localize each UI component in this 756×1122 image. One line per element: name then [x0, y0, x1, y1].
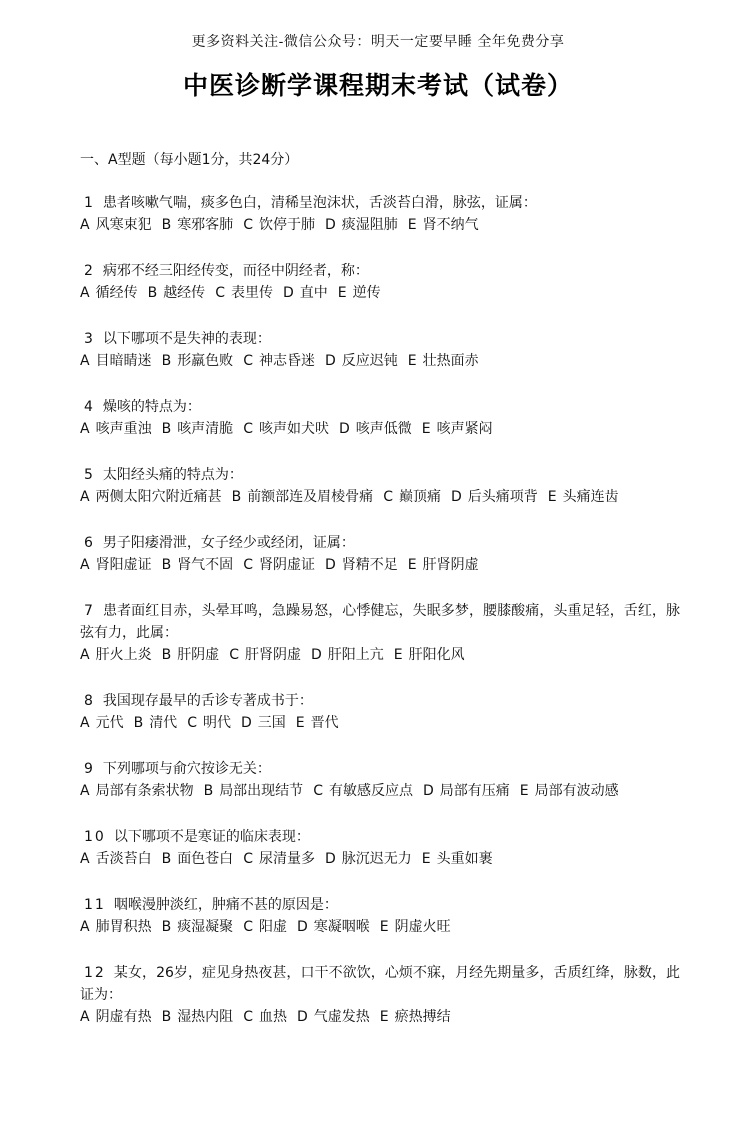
question-text: 以下哪项不是寒证的临床表现：: [113, 829, 310, 845]
option-letter: A: [80, 647, 90, 663]
option-letter: D: [324, 217, 336, 233]
option-letter: C: [243, 353, 253, 369]
option-item: [162, 353, 234, 369]
option-list: [80, 554, 680, 576]
question-text: 患者面红目赤，头晕耳鸣，急躁易怒，心悸健忘，失眠多梦，腰膝酸痛，头重足轻，舌红，脉弦有力，此属：: [80, 603, 680, 641]
question-item: [80, 758, 680, 802]
option-letter: C: [243, 851, 253, 867]
option-item: [325, 353, 398, 369]
option-list: [80, 282, 680, 304]
option-letter: B: [161, 353, 172, 369]
question-stem: [80, 894, 680, 916]
option-item: [204, 783, 304, 799]
option-text: 形羸色败: [177, 353, 234, 369]
option-text: 瘀热搏结: [394, 1009, 451, 1025]
option-letter: A: [80, 557, 90, 573]
option-letter: C: [187, 715, 197, 731]
question-number: 9: [84, 761, 95, 777]
option-item: [339, 421, 412, 437]
question-number: 10: [84, 829, 106, 845]
option-item: [162, 851, 234, 867]
option-letter: B: [161, 919, 172, 935]
option-text: 晋代: [310, 715, 339, 731]
option-letter: C: [243, 217, 253, 233]
option-letter: E: [547, 489, 557, 505]
option-item: [243, 919, 287, 935]
page-title: 中医诊断学课程期末考试（试卷）: [182, 71, 573, 100]
question-item: [80, 826, 680, 870]
option-letter: D: [450, 489, 462, 505]
question-number: 11: [84, 897, 106, 913]
question-item: [80, 192, 680, 236]
question-stem: [80, 600, 680, 644]
option-item: [296, 715, 339, 731]
option-text: 有敏感反应点: [328, 783, 413, 799]
question-text: 某女，26岁，症见身热夜甚，口干不欲饮，心烦不寐，月经先期量多，舌质红绛，脉数，此证为：: [80, 965, 680, 1003]
option-item: [80, 1009, 152, 1025]
option-letter: A: [80, 353, 90, 369]
option-letter: B: [231, 489, 242, 505]
option-text: 肝阴虚: [177, 647, 220, 663]
option-list: [80, 780, 680, 802]
option-item: [162, 647, 220, 663]
option-text: 头重如裹: [436, 851, 493, 867]
option-item: [80, 489, 222, 505]
option-letter: E: [407, 557, 417, 573]
option-text: 阳虚: [258, 919, 287, 935]
option-item: [215, 285, 273, 301]
option-letter: E: [337, 285, 347, 301]
question-number: 7: [84, 603, 95, 619]
option-item: [380, 1009, 451, 1025]
option-text: 后头痛项背: [467, 489, 538, 505]
question-item: [80, 396, 680, 440]
question-text: 咽喉漫肿淡红，肿痛不甚的原因是：: [113, 897, 338, 913]
option-item: [297, 919, 370, 935]
option-item: [408, 557, 479, 573]
question-item: [80, 532, 680, 576]
option-text: 直中: [299, 285, 328, 301]
option-letter: E: [421, 421, 431, 437]
option-text: 巅顶痛: [398, 489, 441, 505]
option-letter: A: [80, 851, 90, 867]
question-stem: [80, 260, 680, 282]
option-text: 咳声清脆: [177, 421, 234, 437]
option-letter: A: [80, 217, 90, 233]
question-list: [80, 192, 680, 1028]
question-number: 8: [84, 693, 95, 709]
option-text: 清代: [149, 715, 178, 731]
question-item: [80, 962, 680, 1028]
question-text: 我国现存最早的舌诊专著成书于：: [102, 693, 313, 709]
option-letter: B: [161, 421, 172, 437]
option-text: 壮热面赤: [422, 353, 479, 369]
option-text: 痰湿凝聚: [177, 919, 234, 935]
option-text: 局部出现结节: [219, 783, 304, 799]
option-item: [423, 783, 510, 799]
option-letter: B: [161, 557, 172, 573]
question-text: 患者咳嗽气喘，痰多色白，清稀呈泡沫状，舌淡苔白滑，脉弦，证属：: [102, 195, 537, 211]
option-text: 痰湿阻肺: [341, 217, 398, 233]
option-item: [162, 217, 234, 233]
option-letter: C: [243, 919, 253, 935]
question-text: 燥咳的特点为：: [102, 399, 201, 415]
option-list: [80, 712, 680, 734]
option-letter: D: [422, 783, 434, 799]
option-item: [325, 217, 398, 233]
option-text: 脉沉迟无力: [341, 851, 412, 867]
option-item: [229, 647, 301, 663]
option-item: [243, 353, 315, 369]
option-letter: A: [80, 285, 90, 301]
option-text: 两侧太阳穴附近痛甚: [95, 489, 222, 505]
question-item: [80, 328, 680, 372]
option-text: 越经传: [163, 285, 206, 301]
option-item: [380, 919, 451, 935]
option-letter: D: [240, 715, 252, 731]
option-text: 三国: [257, 715, 286, 731]
exam-content: [80, 150, 680, 1052]
option-text: 阴虚火旺: [394, 919, 451, 935]
question-stem: [80, 532, 680, 554]
question-text: 以下哪项不是失神的表现：: [102, 331, 271, 347]
option-list: [80, 1006, 680, 1028]
option-item: [80, 783, 194, 799]
option-letter: D: [324, 353, 336, 369]
question-item: [80, 690, 680, 734]
option-text: 肝阳化风: [408, 647, 465, 663]
question-text: 下列哪项与俞穴按诊无关：: [102, 761, 271, 777]
option-item: [80, 217, 152, 233]
question-number: 1: [84, 195, 95, 211]
option-item: [325, 557, 398, 573]
header-note: 更多资料关注-微信公众号：明天一定要早睡 全年免费分享: [191, 34, 565, 50]
section-title: 一、A型题（每小题1分，共24分）: [80, 152, 299, 168]
option-text: 湿热内阻: [177, 1009, 234, 1025]
question-item: [80, 260, 680, 304]
question-number: 3: [84, 331, 95, 347]
option-item: [408, 353, 479, 369]
question-text: 男子阳痿滑泄，女子经少或经闭，证属：: [102, 535, 355, 551]
option-list: [80, 644, 680, 666]
option-text: 反应迟钝: [341, 353, 398, 369]
option-list: [80, 916, 680, 938]
option-letter: E: [407, 217, 417, 233]
option-letter: B: [161, 647, 172, 663]
option-item: [80, 647, 152, 663]
option-letter: B: [203, 783, 214, 799]
option-letter: E: [421, 851, 431, 867]
option-letter: D: [282, 285, 294, 301]
question-number: 12: [84, 965, 106, 981]
option-item: [243, 1009, 287, 1025]
option-item: [80, 715, 124, 731]
option-letter: C: [243, 557, 253, 573]
option-list: [80, 848, 680, 870]
question-stem: [80, 962, 680, 1006]
option-item: [311, 647, 384, 663]
option-text: 寒邪客肺: [177, 217, 234, 233]
question-number: 6: [84, 535, 95, 551]
option-text: 肝火上炎: [95, 647, 152, 663]
option-item: [80, 285, 138, 301]
option-text: 咳声如犬吠: [258, 421, 329, 437]
option-letter: E: [407, 353, 417, 369]
question-number: 5: [84, 467, 95, 483]
question-item: [80, 600, 680, 666]
question-text: 太阳经头痛的特点为：: [102, 467, 243, 483]
option-text: 逆传: [352, 285, 381, 301]
option-text: 肾气不固: [177, 557, 234, 573]
question-stem: [80, 192, 680, 214]
option-list: [80, 350, 680, 372]
option-text: 气虚发热: [313, 1009, 370, 1025]
option-letter: C: [243, 1009, 253, 1025]
option-letter: C: [215, 285, 225, 301]
option-item: [80, 919, 152, 935]
option-letter: D: [296, 1009, 308, 1025]
option-letter: A: [80, 421, 90, 437]
option-text: 尿清量多: [258, 851, 315, 867]
option-text: 肾阴虚证: [258, 557, 315, 573]
option-text: 循经传: [95, 285, 138, 301]
question-text: 病邪不经三阳经传变，而径中阴经者，称：: [102, 263, 369, 279]
option-letter: A: [80, 783, 90, 799]
option-text: 局部有条索状物: [95, 783, 194, 799]
option-text: 肝阳上亢: [327, 647, 384, 663]
option-item: [80, 557, 152, 573]
question-item: [80, 464, 680, 508]
option-item: [134, 715, 178, 731]
option-letter: E: [393, 647, 403, 663]
option-item: [408, 217, 479, 233]
option-list: [80, 214, 680, 236]
option-text: 肾阳虚证: [95, 557, 152, 573]
option-list: [80, 486, 680, 508]
option-text: 饮停于肺: [258, 217, 315, 233]
option-letter: C: [229, 647, 239, 663]
option-text: 肝肾阴虚: [244, 647, 301, 663]
option-item: [243, 557, 315, 573]
option-item: [243, 421, 329, 437]
option-item: [187, 715, 231, 731]
option-item: [162, 919, 234, 935]
option-letter: C: [313, 783, 323, 799]
option-letter: A: [80, 1009, 90, 1025]
question-stem: [80, 758, 680, 780]
option-letter: E: [379, 1009, 389, 1025]
option-letter: C: [383, 489, 393, 505]
option-item: [394, 647, 465, 663]
option-item: [162, 557, 234, 573]
option-letter: A: [80, 489, 90, 505]
option-text: 表里传: [230, 285, 273, 301]
option-text: 阴虚有热: [95, 1009, 152, 1025]
option-item: [80, 851, 152, 867]
option-item: [548, 489, 619, 505]
question-number: 2: [84, 263, 95, 279]
option-text: 寒凝咽喉: [313, 919, 370, 935]
option-letter: B: [161, 217, 172, 233]
option-item: [383, 489, 441, 505]
option-text: 头痛连齿: [562, 489, 619, 505]
option-item: [80, 353, 152, 369]
option-text: 咳声重浊: [95, 421, 152, 437]
option-letter: C: [243, 421, 253, 437]
option-list: [80, 418, 680, 440]
option-item: [243, 217, 315, 233]
option-text: 局部有波动感: [534, 783, 619, 799]
option-item: [162, 1009, 234, 1025]
option-text: 咳声低微: [355, 421, 412, 437]
question-stem: [80, 328, 680, 350]
option-item: [325, 851, 412, 867]
option-letter: D: [296, 919, 308, 935]
option-text: 局部有压痛: [439, 783, 510, 799]
option-letter: A: [80, 919, 90, 935]
option-item: [148, 285, 206, 301]
option-letter: D: [324, 557, 336, 573]
option-text: 元代: [95, 715, 124, 731]
option-letter: E: [379, 919, 389, 935]
option-text: 肺胃积热: [95, 919, 152, 935]
option-letter: B: [147, 285, 158, 301]
option-letter: E: [519, 783, 529, 799]
option-text: 面色苍白: [177, 851, 234, 867]
option-item: [162, 421, 234, 437]
option-text: 目暗睛迷: [95, 353, 152, 369]
option-text: 神志昏迷: [258, 353, 315, 369]
option-item: [520, 783, 619, 799]
option-text: 明代: [202, 715, 231, 731]
option-text: 肝肾阴虚: [422, 557, 479, 573]
option-item: [232, 489, 374, 505]
option-text: 风寒束犯: [95, 217, 152, 233]
question-stem: [80, 826, 680, 848]
option-text: 血热: [258, 1009, 287, 1025]
option-letter: B: [161, 1009, 172, 1025]
option-item: [241, 715, 286, 731]
option-item: [338, 285, 381, 301]
option-letter: D: [324, 851, 336, 867]
option-item: [283, 285, 328, 301]
option-text: 前额部连及眉棱骨痛: [247, 489, 374, 505]
question-stem: [80, 396, 680, 418]
option-text: 咳声紧闷: [436, 421, 493, 437]
option-letter: E: [295, 715, 305, 731]
question-stem: [80, 464, 680, 486]
option-letter: D: [338, 421, 350, 437]
option-item: [451, 489, 538, 505]
option-letter: B: [133, 715, 144, 731]
option-text: 肾不纳气: [422, 217, 479, 233]
option-item: [422, 421, 493, 437]
option-letter: D: [310, 647, 322, 663]
option-item: [243, 851, 315, 867]
option-text: 肾精不足: [341, 557, 398, 573]
option-text: 舌淡苔白: [95, 851, 152, 867]
question-number: 4: [84, 399, 95, 415]
option-item: [80, 421, 152, 437]
option-item: [422, 851, 493, 867]
option-item: [313, 783, 413, 799]
option-letter: B: [161, 851, 172, 867]
question-item: [80, 894, 680, 938]
option-item: [297, 1009, 370, 1025]
question-stem: [80, 690, 680, 712]
option-letter: A: [80, 715, 90, 731]
